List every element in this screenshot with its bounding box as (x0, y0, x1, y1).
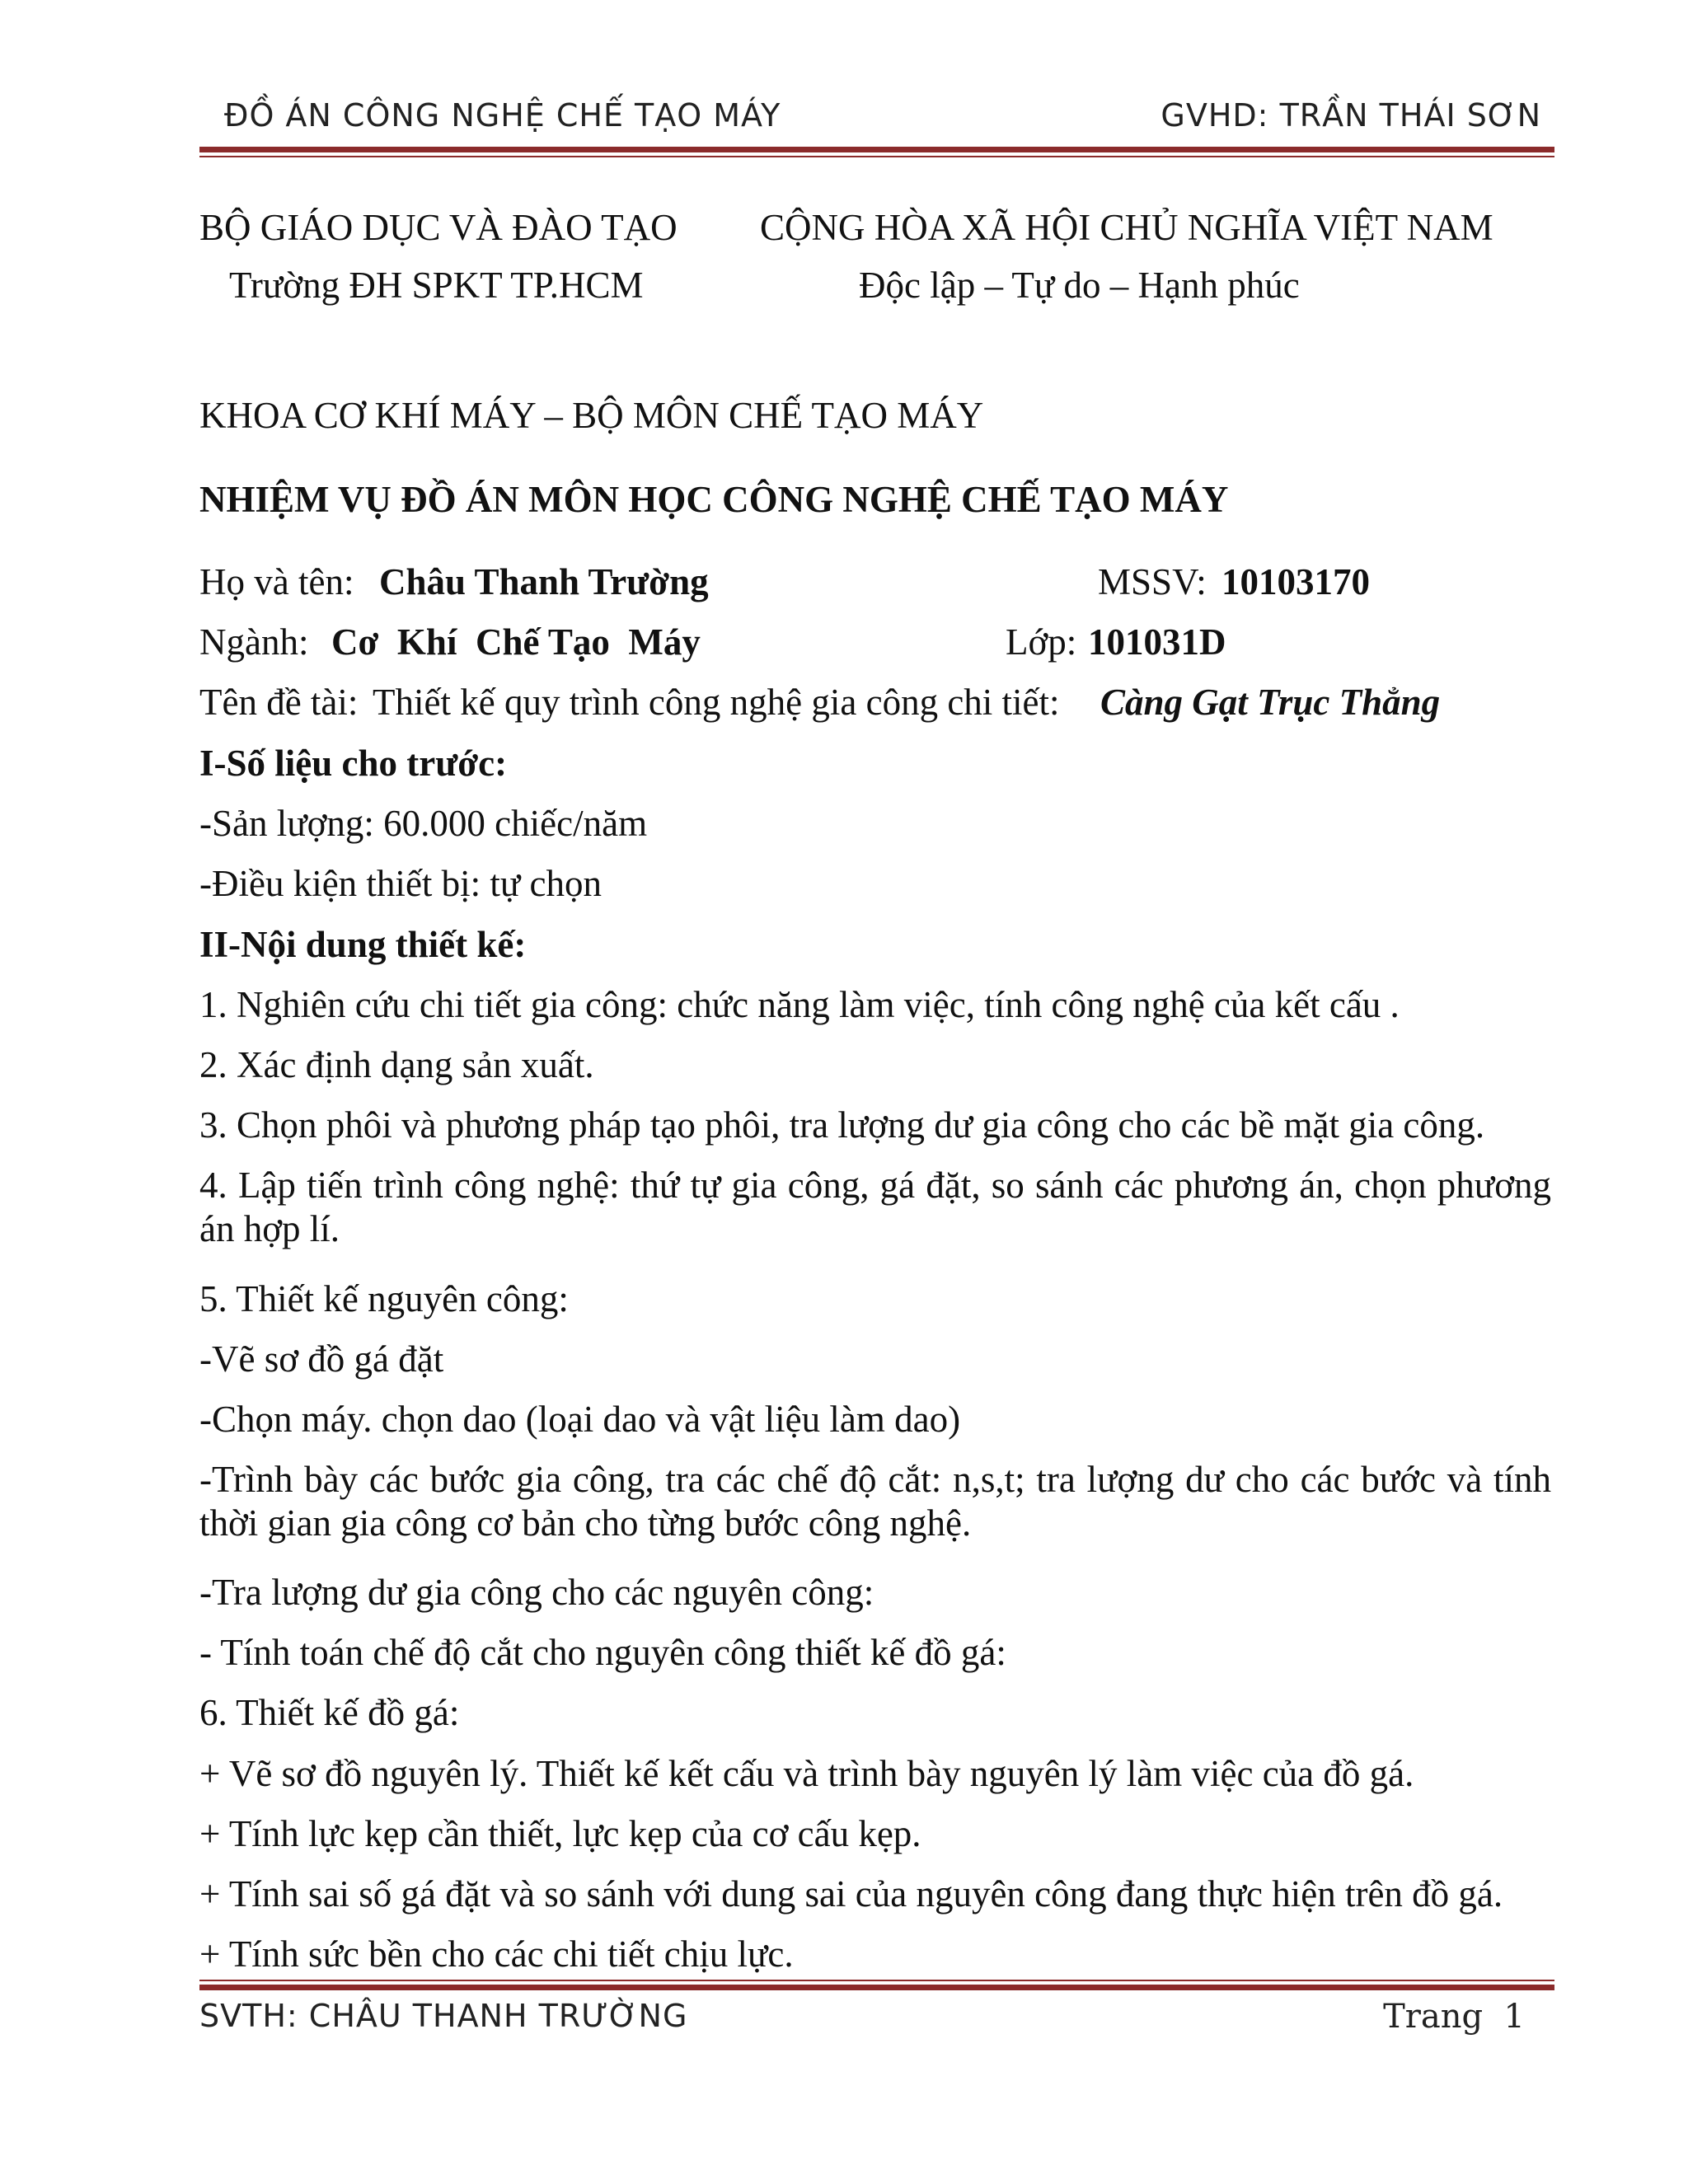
header-supervisor: GVHD: TRẦN THÁI SƠN (1160, 97, 1541, 134)
header-course-title: ĐỒ ÁN CÔNG NGHỆ CHẾ TẠO MÁY (224, 97, 781, 134)
footer-rule (199, 1980, 1554, 1990)
student-id-label: MSSV: (1098, 561, 1207, 602)
ministry-name: BỘ GIÁO DỤC VÀ ĐÀO TẠO (199, 207, 678, 248)
section-2-item: -Chọn máy. chọn dao (loại dao và vật liệu làm dao) (199, 1399, 961, 1440)
running-footer (199, 1998, 1541, 2039)
topic-label: Tên đề tài: (199, 682, 359, 723)
faculty-name: KHOA CƠ KHÍ MÁY – BỘ MÔN CHẾ TẠO MÁY (199, 395, 984, 436)
section-1-item: -Sản lượng: 60.000 chiếc/năm (199, 803, 648, 844)
school-name: Trường ĐH SPKT TP.HCM (229, 265, 644, 306)
class-label: Lớp: (1006, 621, 1077, 663)
student-name-label: Họ và tên: (199, 561, 354, 602)
page-title: NHIỆM VỤ ĐỒ ÁN MÔN HỌC CÔNG NGHỆ CHẾ TẠO MÁY (199, 479, 1229, 520)
header-rule (199, 147, 1554, 157)
section-1-heading: I-Số liệu cho trước: (199, 743, 508, 784)
section-2-heading: II-Nội dung thiết kế: (199, 924, 527, 965)
section-2-item: + Tính sai số gá đặt và so sánh với dung sai của nguyên công đang thực hiện trên đồ gá. (199, 1873, 1503, 1915)
student-name: Châu Thanh Trường (379, 561, 709, 602)
section-2-item: 2. Xác định dạng sản xuất. (199, 1044, 594, 1085)
section-2-item: + Vẽ sơ đồ nguyên lý. Thiết kế kết cấu và trình bày nguyên lý làm việc của đồ gá. (199, 1753, 1414, 1794)
footer-student-name: SVTH: CHÂU THANH TRƯỜNG (199, 1998, 688, 2034)
class-value: 101031D (1088, 621, 1226, 663)
major-value: Cơ Khí Chế Tạo Máy (331, 621, 701, 663)
section-2-item: -Tra lượng dư gia công cho các nguyên công: (199, 1572, 874, 1613)
section-2-item: + Tính lực kẹp cần thiết, lực kẹp của cơ cấu kẹp. (199, 1813, 921, 1854)
national-motto: Độc lập – Tự do – Hạnh phúc (859, 265, 1300, 306)
section-1-item: -Điều kiện thiết bị: tự chọn (199, 863, 603, 904)
section-2-item: 5. Thiết kế nguyên công: (199, 1278, 569, 1319)
section-2-item: 1. Nghiên cứu chi tiết gia công: chức năng làm việc, tính công nghệ của kết cấu . (199, 984, 1400, 1025)
section-2-item: 4. Lập tiến trình công nghệ: thứ tự gia công, gá đặt, so sánh các phương án, chọn phương án hợp lí. (199, 1165, 1551, 1250)
major-label: Ngành: (199, 621, 309, 663)
student-id: 10103170 (1221, 561, 1370, 602)
page-number: Trang 1 (1383, 1998, 1525, 2036)
section-2-item: + Tính sức bền cho các chi tiết chịu lực. (199, 1933, 794, 1975)
republic-name: CỘNG HÒA XÃ HỘI CHỦ NGHĨA VIỆT NAM (760, 207, 1493, 248)
section-2-item: -Vẽ sơ đồ gá đặt (199, 1338, 444, 1380)
section-2-item: 3. Chọn phôi và phương pháp tạo phôi, tra lượng dư gia công cho các bề mặt gia công. (199, 1104, 1485, 1146)
section-2-item: - Tính toán chế độ cắt cho nguyên công thiết kế đồ gá: (199, 1632, 1006, 1673)
running-header (199, 97, 1541, 138)
section-2-item: -Trình bày các bước gia công, tra các chế độ cắt: n,s,t; tra lượng dư cho các bước và tính thời gian gia công cơ bản cho từng bước công nghệ. (199, 1459, 1551, 1544)
topic-text: Thiết kế quy trình công nghệ gia công chi tiết: (373, 682, 1060, 723)
topic-part-name: Càng Gạt Trục Thẳng (1100, 682, 1441, 723)
section-2-item: 6. Thiết kế đồ gá: (199, 1692, 460, 1733)
